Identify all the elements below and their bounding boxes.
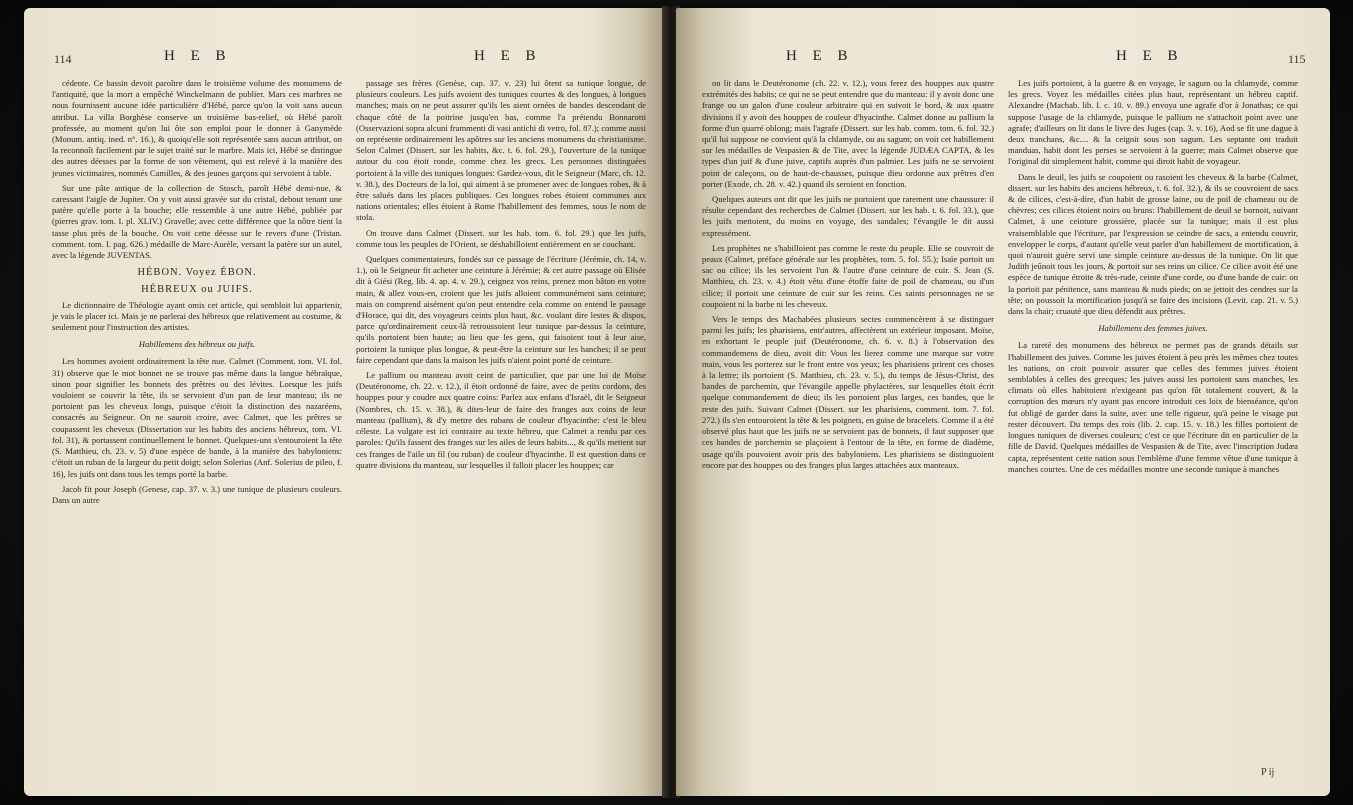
paragraph: Le pallium ou manteau avoit ceint de particulier, que par une loi de Moïse (Deutéronome, ch. 22. v. 12.), il étoit ordonné de faire, avec de petits cordons, des houppes pour y coudre aux quatre coins: Parlez aux enfans d'Israël, dit le Seigneur (Nombres, ch. 15. v. 38.), & dites-leur de faire des franges aux coins de leur manteau (pallium), & d'y mettre des rubans de couleur d'hyacinthe: c'est le bleu céleste. La vulgate est ici contraire au texte hébreu, que Calmet a rendu par ces paroles: Qu'ils fassent des franges sur les ailes de leurs habits..., & qu'ils mettent sur ces franges de l'aile un fil (ou ruban) de couleur d'hyacinthe. Il est question dans ce quatre divisions du manteau, sur lesquelles il falloit placer les houppes; car [356,370,646,470]
running-head-right-1: H E B [786,48,854,64]
paragraph: La rareté des monumens des hébreux ne permet pas de grands détails sur l'habillement des juives. Comme les juives étoient à peu près les mêmes chez toutes les nations, on croit pouvoir assurer que celles des femmes juives étoient semblables à celles des grecques; les juives aussi les portoient sans manches, les climats où elles habitoient n'exigeant pas qu'on fût totalement couvert, & la corruption des mœurs n'y ayant pas encore introduit ces loix de bienséance, qu'on fut obligé de garder dans la suite, avec une telle rigueur, qu'à peine le visage put rester découvert. Du temps des rois (lib. 2. cap. 15. v. 18.) les filles portoient de longues tuniques de diverses couleurs; c'est ce que l'écriture dit en particulier de la fille de David. Quelques médailles de Vespasien & de Tite, avec l'inscription Judæa capta, représentent cette nation sous l'emblème d'une femme vêtue d'une tunique à manches courtes. Une de ces médailles montre une seconde tunique à manches [1008,340,1298,474]
left-column-1 [52,78,342,510]
left-column-2 [356,78,646,475]
left-page [24,8,666,796]
paragraph: Quelques auteurs ont dit que les juifs ne portoient que rarement une chaussure: il résulte cependant des recherches de Calmet (Dissert. sur les hab. t. 6. fol. 33.), que les juifs mettoient, du moins en voyage, des sandales; l'évangile le dit aussi expressément. [702,194,994,238]
paragraph: Jacob fit pour Joseph (Genese, cap. 37. v. 3.) une tunique de plusieurs couleurs. Dans un autre [52,483,342,505]
heading-hebreux: HÉBREUX ou JUIFS. [141,284,253,296]
paragraph: Le dictionnaire de Théologie ayant omis cet article, qui sembloit lui appartenir, je vais le placer ici. Mais je ne parlerai des hébreux que relativement au costume, & seulement pour l'instruction des artistes. [52,299,342,333]
paragraph: Les hommes avoient ordinairement la tête nue. Calmet (Comment. tom. VI. fol. 31) observe que le mot bonnet ne se trouve pas même dans la langue hébraïque, sinon pour signifier les bonnets des prêtres ou des lévites. Lorsque les juifs vouloient se couvrir la tête, ils se servoient d'un pan de leur manteau; ils ne portoient pas les cheveux longs, puisque c'étoit la distinction des nazaréens, consacrés au Seigneur. On ne sauroit croire, avec Calmet, que les prêtres se coupassent les cheveux (Dissertation sur les habits des anciens hébreux, tom. VI. fol. 31), & portassent continuellement le bonnet. Quelques-uns s'entouroient la tête (S. Matthieu, ch. 23. v. 5) d'une espèce de bande, à la manière des babyloniens: c'étoit un ruban de la largeur du petit doigt; selon Solerius (Anf. Solerius de pileo, f. 16), les juifs ont dans tous les temps porté la barbe. [52,356,342,479]
paragraph: Vers le temps des Machabées plusieurs sectes commencèrent à se distinguer parmi les juifs; les pharisiens, entr'autres, affectèrent un extérieur imposant. Moïse, en exhortant le peuple juif (Deutéronome, ch. 6. v. 8.) à l'observation des commandemens de dieu, avoit dit: Vous les lierez comme une marque sur votre main, vous les porterez sur le front entre vos yeux; les pharisiens prirent ces choses à la lettre; ils portoient (S. Matthieu, ch. 23. v. 5.), du temps de Jésus-Christ, des bandes de parchemin, que l'évangile appelle phylactères, sur lesquelles étoit écrit quelque commandement de dieu; ils les portoient plus larges, ces bandes, que le reste des juifs. Suivant Calmet (Dissert. sur les pharisiens, comment. tom. 7. fol. 272.) ils s'en entouroient la tête & les poignets, en guise de bracelets. Comme il a été observé plus haut que les juifs ne se servoient pas de bonnets, il faut supposer que ces bandes de parchemin se plaçoient à l'entour de la tête, en forme de diadème, usage qu'ils pouvoient avoir pris des babyloniens. Les pharisiens se distinguoient encore par des houppes ou des franges plus larges attachées aux manteaux. [702,314,994,470]
paragraph: Les juifs portoient, à la guerre & en voyage, le sagum ou la chlamyde, comme les grecs. Voyez les médailles citées plus haut, représentant un hébreu captif. Alexandre (Machab. lib. I. c. 10. v. 89.) envoya une agrafe d'or à Jonathas; ce qui suppose l'usage de la chlamyde, puisque le pallium ne s'attachoit point avec une agrafe; d'ailleurs on lit dans le livre des Juges (cap. 3. v. 16), Aod se fit une dague à deux tranchans, &c.... & la ceignit sous son sagum. Les septante ont traduit manduas, habit dont les perses se servoient à la guerre; mais Calmet observe que l'original dit simplement habit, comme qui diroit habit de voyageur. [1008,78,1298,167]
subheading-habillemens: Habillemens des hébreux ou juifs. [138,339,256,350]
right-page [676,8,1330,796]
running-head-left-1: H E B [164,48,232,64]
right-column-2 [1008,78,1298,479]
page-number-left: 114 [54,52,72,66]
paragraph: Quelques commentateurs, fondés sur ce passage de l'écriture (Jérémie, ch. 14, v. 1.), où le Seigneur fit acheter une ceinture à Jérémie; & cet autre passage où Elisée dit à Giési (Reg. lib. 4. ap. 4. v. 29.), ceignez vos reins, prenez mon bâton en votre main, & allez vous-en, croient que les juifs alloient communément sans ceinture; mais on comprend aisément qu'on peut entendre cela comme on entend le passage d'Horace, qui dit, des voyageurs ceints plus haut, &c. voulant dire lestes & dispos, parce qu'ordinairement ceux-là retroussoient leur tunique par-dessus la ceinture, qu'ils portoient bien haute; au lieu que les gens, qui faisoient tout à leur aise, portoient la tunique plus longue, & peut-être la ceinture sur les hanches; il se peut faire cependant que dans la maison les juifs n'aient point porté de ceinture. [356,254,646,365]
paragraph: Dans le deuil, les juifs se coupoient ou rasoient les cheveux & la barbe (Calmet, dissert. sur les habits des anciens hébreux, t. 6. fol. 32.), & ils se couvroient de sacs & de cilices, c'est-à-dire, d'un habit de grosse laine, ou de poil de chameau ou de chèvres; ces cilices étoient noirs ou bruns: l'habillement de deuil se bornoit, suivant Calmet, à une ceinture grossière, placée sur la tunique; mais il est plus vraisemblable que l'écriture, par l'expression se ceindre de sacs, a entendu couvrir, envelopper le corps, d'autant qu'elle veut parler d'un habillement de mortification, à quoi n'auroit guère servi une simple ceinture au-dessus de la tunique. On lit que Judith jeûnoit tous les jours, & portoit sur ses reins un cilice. Ce cilice avoit été une espèce de tunique étroite & très-rude, ceinte d'une corde, ou d'une bande de cuir: on la portoit par pénitence, sans manteau & nuds pieds; on se jettoit des cendres sur la tête; on poussoit la mortification jusqu'à se faire des incisions (Levit. cap. 21. v. 5.) dans la chair; cruauté que dieu défendit aux prêtres. [1008,171,1298,317]
heading-hebon: HÉBON. Voyez ÉBON. [137,267,257,279]
paragraph: cédente. Ce bassin devoit paroître dans le troisième volume des monumens de l'antiquité, que la mort a empêché Winckelmann de publier. Mars ces marbres ne nous fournissent aucune idée particulière d'Hébé, parce qu'on la voit sans aucun attribut. La villa Borghèse conserve un troisième bas-relief, où Hébé paroît professée, au moment qu'on lui ôte son emploi pour le donner à Ganymède (Monum. antiq. ined. n°. 16.), & quoiqu'elle soit représentée sans aucun attribut, on la reconnoît facilement par le sujet traité sur le marbre. Mais ici, Hébé se distingue des autres déesses par la forme de son vêtement, qui est relevé à la manière des jeunes victimaires, nommés Camilles, & des jeunes garçons qui servoient à table. [52,78,342,178]
paragraph: passage ses frères (Genèse, cap. 37. v. 23) lui ôtent sa tunique longue, de plusieurs couleurs. Les juifs avoient des tuniques courtes & des longues, à longues manches; mais on ne peut assurer qu'ils les aient ornées de bandes descendant de chaque côté de la poitrine jusqu'en bas, comme l'a prétendu Bonnarotti (Osservazioni sopra alcuni frammenti di vasi antichi di vetro, fol. 87.); comme aussi on représente ordinairement les apôtres sur les anciens monumens du christianisme. Selon Calmet (Dissert. sur les habits, &c. t. 6. fol. 29.), l'ouverture de la tunique autour du cou étoit ronde, comme chez les grecs. Les personnes distinguées portoient à la ville des tuniques longues: Gardez-vous, dit le Seigneur (Marc, ch. 12. v. 38.), des Docteurs de la loi, qui aiment à se promener avec de longues robes, & à être salués dans les places publiques. Ces longues robes étoient communes aux nations orientales; elles étoient à Rome l'habillement des femmes, sous le nom de stola. [356,78,646,223]
catchword: P ij [1261,767,1275,778]
running-head-right-2: H E B [1116,48,1184,64]
paragraph: Sur une pâte antique de la collection de Stosch, paroît Hébé demi-nue, & caressant l'aigle de Jupiter. On y voit aussi gravée sur du cristal, debout tenant une patère qu'elle porte à la bouche; elle ressemble à une autre Hébé, publiée par (pierres grav. tom. I. pl. XLIV.) Gravelle; avec cette différence que la nôtre tient la tasse plus près de la bouche. On voit cette déesse sur le revers d'une (Tristan. comment. tom. I. pag. 626.) médaille de Marc-Aurèle, versant la patère sur un autel, avec la légende JUVENTAS. [52,182,342,261]
subheading-femmes: Habillemens des femmes juives. [1098,323,1208,334]
paragraph: Les prophètes ne s'habilloient pas comme le reste du peuple. Elie se couvroit de peaux (Calmet, préface générale sur les prophètes, tom. 5. fol. 55.); Isaïe portoit un sac ou cilice; ils les servoient l'un & l'autre d'une ceinture de cuir. S. Jean (S. Matthieu, ch. 23. v. 4.) étoit vêtu d'une étoffe faite de poil de chameau, ou d'un cilice; il portoit une ceinture de cuir sur les reins. Ces saints personnages ne se coupoient ni la barbe ni les cheveux. [702,242,994,309]
paragraph: on lit dans le Deutéronome (ch. 22. v. 12.), vous ferez des houppes aux quatre extrémités des habits; ce qui ne se peut entendre que du manteau: il y avoit donc une frange ou un galon d'une couleur arbitraire qui en suivoit le bord, & aux quatre divisions il y avoit des houppes de couleur d'hyacinthe. Calmet donne au pallium la forme d'un quarré oblong; mais l'agrafe (Dissert. sur les hab. comm. tom. 6. fol. 32.) qu'il lui suppose ne convient qu'à la chlamyde, ou au sagum; on voit cet habillement sur les médailles de Vespasien & de Tite, avec la légende JUDÆA CAPTA, & les types d'un juif & d'une juive, captifs auprès d'un palmier. Les juifs ne se servoient point de caleçons, ou de haut-de-chausses, puisque dieu ordonne aux prêtres d'en porter (Exode, ch. 28. v. 42.) quand ils seroient en fonction. [702,78,994,189]
running-head-left-2: H E B [474,48,542,64]
paragraph: On trouve dans Calmet (Dissert. sur les hab. tom. 6. fol. 29.) que les juifs, comme tous les peuples de l'Orient, se déshabilloient entièrement en se couchant. [356,227,646,249]
right-column-1 [702,78,994,475]
page-number-right: 115 [1288,52,1306,66]
